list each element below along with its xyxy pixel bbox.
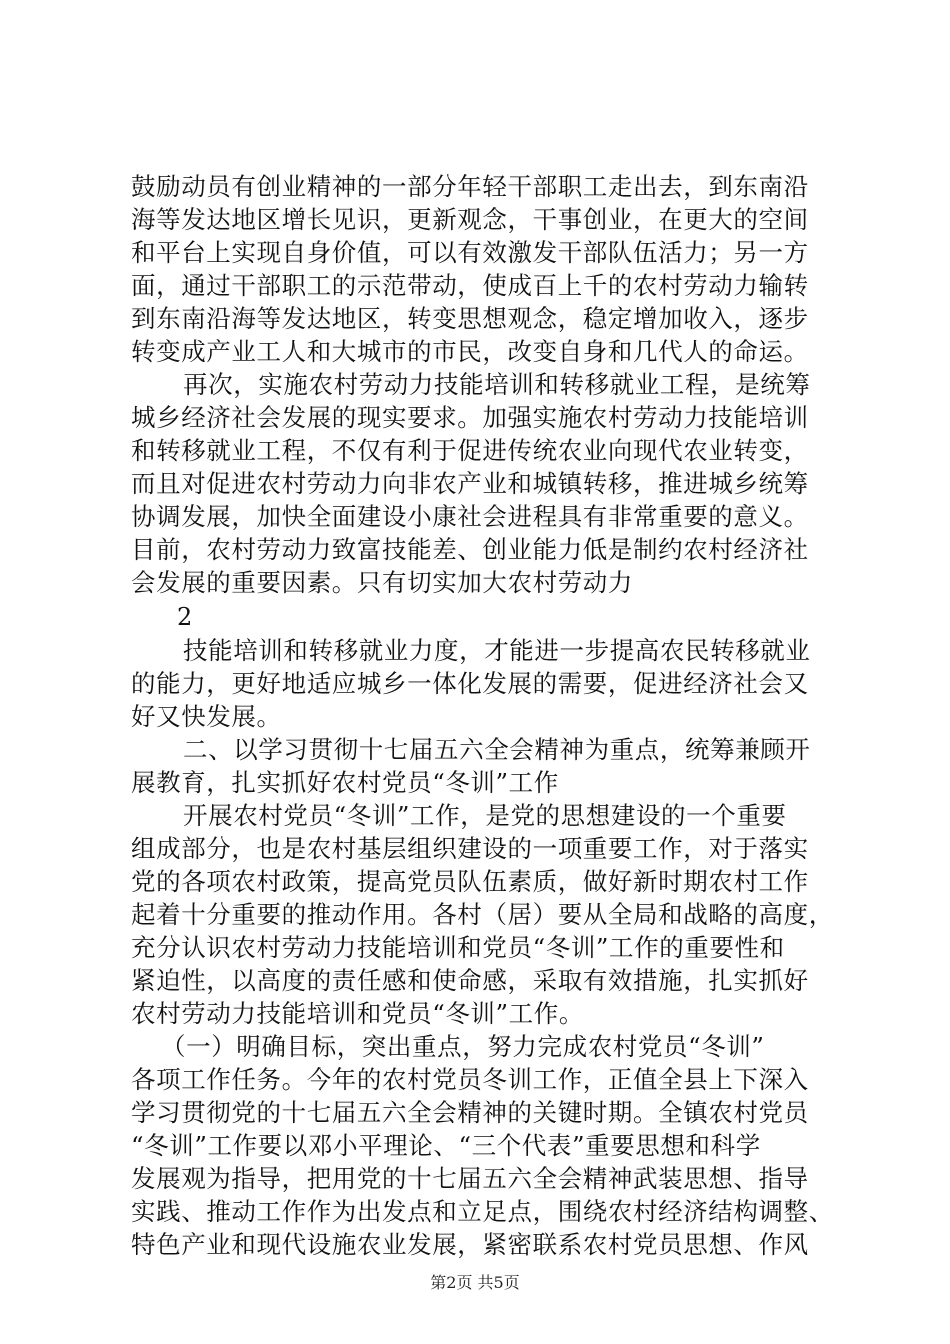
text-line: 各项工作任务。今年的农村党员冬训工作，正值全县上下深入 xyxy=(131,1065,809,1094)
paragraph-start-line: 开展农村党员“冬训”工作，是党的思想建设的一个重要 xyxy=(183,801,787,830)
text-line: 农村劳动力技能培训和党员“冬训”工作。 xyxy=(131,999,584,1028)
text-line: 起着十分重要的推动作用。各村（居）要从全局和战略的高度， xyxy=(131,900,834,929)
text-line: 组成部分，也是农村基层组织建设的一项重要工作，对于落实 xyxy=(131,834,809,863)
text-line: 发展观为指导，把用党的十七届五六全会精神武装思想、指导 xyxy=(131,1164,809,1193)
section-heading-line: 二、以学习贯彻十七届五六全会精神为重点，统筹兼顾开 xyxy=(183,735,811,764)
text-line: 学习贯彻党的十七届五六全会精神的关键时期。全镇农村党员 xyxy=(131,1098,809,1127)
text-line: 海等发达地区增长见识，更新观念，干事创业，在更大的空间 xyxy=(131,205,809,234)
text-line: 会发展的重要因素。只有切实加大农村劳动力 xyxy=(131,568,633,597)
inline-page-number: 2 xyxy=(177,603,193,631)
text-line: 到东南沿海等发达地区，转变思想观念，稳定增加收入，逐步 xyxy=(131,304,809,333)
text-line: 和转移就业工程，不仅有利于促进传统农业向现代农业转变， xyxy=(131,436,809,465)
text-line: 转变成产业工人和大城市的市民，改变自身和几代人的命运。 xyxy=(131,337,809,366)
text-line: 目前，农村劳动力致富技能差、创业能力低是制约农村经济社 xyxy=(131,535,809,564)
section-heading-line: 展教育，扎实抓好农村党员“冬训”工作 xyxy=(131,768,559,797)
text-line: 紧迫性，以高度的责任感和使命感，采取有效措施，扎实抓好 xyxy=(131,966,809,995)
text-line: 鼓励动员有创业精神的一部分年轻干部职工走出去，到东南沿 xyxy=(131,172,809,201)
paragraph-start-line: 技能培训和转移就业力度，才能进一步提高农民转移就业 xyxy=(183,636,811,665)
text-line: 实践、推动工作作为出发点和立足点，围绕农村经济结构调整、 xyxy=(131,1197,834,1226)
text-line: 充分认识农村劳动力技能培训和党员“冬训”工作的重要性和 xyxy=(131,933,785,962)
text-line: 党的各项农村政策，提高党员队伍素质，做好新时期农村工作 xyxy=(131,867,809,896)
text-line: 城乡经济社会发展的现实要求。加强实施农村劳动力技能培训 xyxy=(131,403,809,432)
text-line: 协调发展，加快全面建设小康社会进程具有非常重要的意义。 xyxy=(131,502,809,531)
text-line: 面，通过干部职工的示范带动，使成百上千的农村劳动力输转 xyxy=(131,271,809,300)
text-line: 特色产业和现代设施农业发展，紧密联系农村党员思想、作风 xyxy=(131,1230,809,1259)
text-line: 而且对促进农村劳动力向非农产业和城镇转移，推进城乡统筹 xyxy=(131,469,809,498)
page-footer: 第2页 共5页 xyxy=(430,1273,520,1292)
text-line: 和平台上实现自身价值，可以有效激发干部队伍活力；另一方 xyxy=(131,238,809,267)
subsection-start-line: （一）明确目标，突出重点，努力完成农村党员“冬训” xyxy=(161,1032,765,1061)
paragraph-start-line: 再次，实施农村劳动力技能培训和转移就业工程，是统筹 xyxy=(183,370,811,399)
text-line: 好又快发展。 xyxy=(131,702,282,731)
text-line: “冬训”工作要以邓小平理论、“三个代表”重要思想和科学 xyxy=(131,1131,761,1160)
text-line: 的能力，更好地适应城乡一体化发展的需要，促进经济社会又 xyxy=(131,669,809,698)
